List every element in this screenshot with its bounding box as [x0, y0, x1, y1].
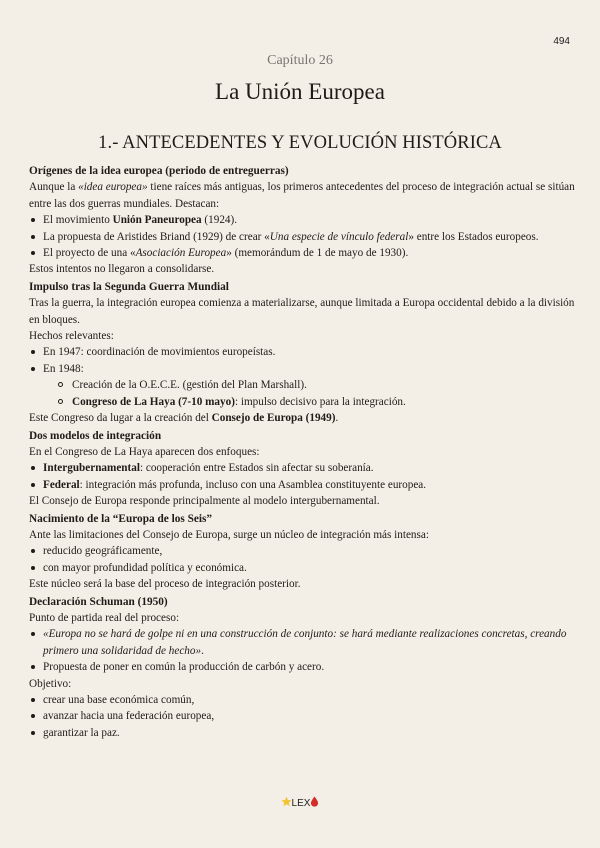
- paragraph-objective-label: Objetivo:: [29, 677, 72, 690]
- text: Aunque la: [29, 181, 79, 194]
- chapter-label: Capítulo 26: [267, 53, 333, 68]
- text-emphasis: Una especie de vínculo federal: [269, 230, 409, 243]
- sublist-1948: [43, 377, 577, 410]
- list-item: [29, 626, 577, 659]
- text: El proyecto de una «: [43, 247, 136, 260]
- text: » (memorándum de 1 de mayo de 1930).: [226, 247, 409, 260]
- text-bold: Federal: [43, 478, 80, 491]
- paragraph-facts-label: Hechos relevantes:: [29, 330, 114, 343]
- star-icon: [281, 796, 292, 807]
- list-models: [29, 460, 577, 493]
- list-item: garantizar la paz.: [29, 725, 577, 741]
- text: .: [201, 644, 204, 657]
- text: La propuesta de Aristides Briand (1929) de crear «: [43, 230, 270, 243]
- text: : integración más profunda, incluso con una Asamblea constituyente europea.: [79, 478, 427, 491]
- footer-logo: [0, 796, 600, 809]
- text-emphasis: «idea europea»: [78, 181, 148, 194]
- text: Este Congreso da lugar a la creación del: [29, 412, 212, 425]
- text-bold: Unión Paneuropea: [112, 214, 202, 227]
- list-item: [29, 477, 577, 493]
- list-item: [29, 245, 577, 261]
- sublist-item: Creación de la O.E.C.E. (gestión del Plan Marshall).: [57, 377, 577, 393]
- paragraph-schuman-intro: Punto de partida real del proceso:: [29, 611, 180, 624]
- text-emphasis: Asociación Europea: [135, 247, 227, 260]
- text: El movimiento: [43, 214, 113, 227]
- text: .: [335, 412, 339, 425]
- list-item: avanzar hacia una federación europea,: [29, 708, 577, 724]
- drop-icon: [310, 796, 319, 807]
- list-origins: [29, 212, 577, 261]
- text-bold: Consejo de Europa (1949): [211, 412, 336, 425]
- paragraph-six-intro: Ante las limitaciones del Consejo de Europa, surge un núcleo de integración más intensa:: [29, 528, 429, 541]
- list-schuman: [29, 626, 577, 675]
- heading-postwar: Impulso tras la Segunda Guerra Mundial: [29, 280, 229, 293]
- text: » entre los Estados europeos.: [408, 230, 539, 243]
- list-item: Propuesta de poner en común la producción de carbón y acero.: [29, 659, 577, 675]
- paragraph-postwar-intro: Tras la guerra, la integración europea comienza a materializarse, aunque limitada a Europa occidental debido a la división en bloques.: [29, 297, 575, 326]
- text-quote: «Europa no se hará de golpe ni en una construcción de conjunto: se hará mediante realizaciones concretas, creando primero una solidaridad de hecho»: [43, 628, 567, 657]
- paragraph-postwar-closing: [29, 410, 577, 426]
- list-item: [29, 212, 577, 228]
- text: En 1948:: [43, 362, 84, 375]
- heading-origins: Orígenes de la idea europea (periodo de entreguerras): [29, 165, 289, 177]
- text-bold: Congreso de La Haya (7-10 mayo): [72, 395, 235, 408]
- chapter-title: La Unión Europea: [215, 79, 385, 104]
- heading-schuman: Declaración Schuman (1950): [29, 595, 168, 608]
- text: : cooperación entre Estados sin afectar su soberanía.: [139, 462, 374, 475]
- text: : impulso decisivo para la integración.: [234, 395, 406, 408]
- list-six: [29, 543, 577, 576]
- list-objectives: [29, 692, 577, 741]
- heading-six: Nacimiento de la “Europa de los Seis”: [29, 512, 213, 525]
- sublist-item: [57, 394, 577, 410]
- paragraph-origins-closing: Estos intentos no llegaron a consolidarse.: [29, 263, 215, 276]
- list-facts: [29, 344, 577, 410]
- list-item: [29, 229, 577, 245]
- page-number: 494: [553, 36, 570, 47]
- content-body: [29, 163, 577, 741]
- list-item: [29, 460, 577, 476]
- text: (1924).: [201, 214, 238, 227]
- paragraph-models-closing: El Consejo de Europa responde principalmente al modelo intergubernamental.: [29, 495, 380, 508]
- text-bold: Intergubernamental: [43, 462, 140, 475]
- list-item: [29, 361, 577, 410]
- paragraph-models-intro: En el Congreso de La Haya aparecen dos enfoques:: [29, 445, 260, 458]
- list-item: reducido geográficamente,: [29, 543, 577, 559]
- paragraph-six-closing: Este núcleo será la base del proceso de integración posterior.: [29, 578, 301, 591]
- footer-brand: LEX: [291, 798, 311, 809]
- list-item: crear una base económica común,: [29, 692, 577, 708]
- paragraph-origins-intro: [29, 179, 577, 212]
- section-title: 1.- ANTECEDENTES Y EVOLUCIÓN HISTÓRICA: [98, 133, 502, 153]
- text: tiene raíces más antiguas, los primeros antecedentes del proceso de integración actual se sitúan entre las dos guerras mundiales. Destacan:: [29, 181, 575, 210]
- list-item: En 1947: coordinación de movimientos europeístas.: [29, 344, 577, 360]
- list-item: con mayor profundidad política y económica.: [29, 560, 577, 576]
- heading-models: Dos modelos de integración: [29, 429, 162, 442]
